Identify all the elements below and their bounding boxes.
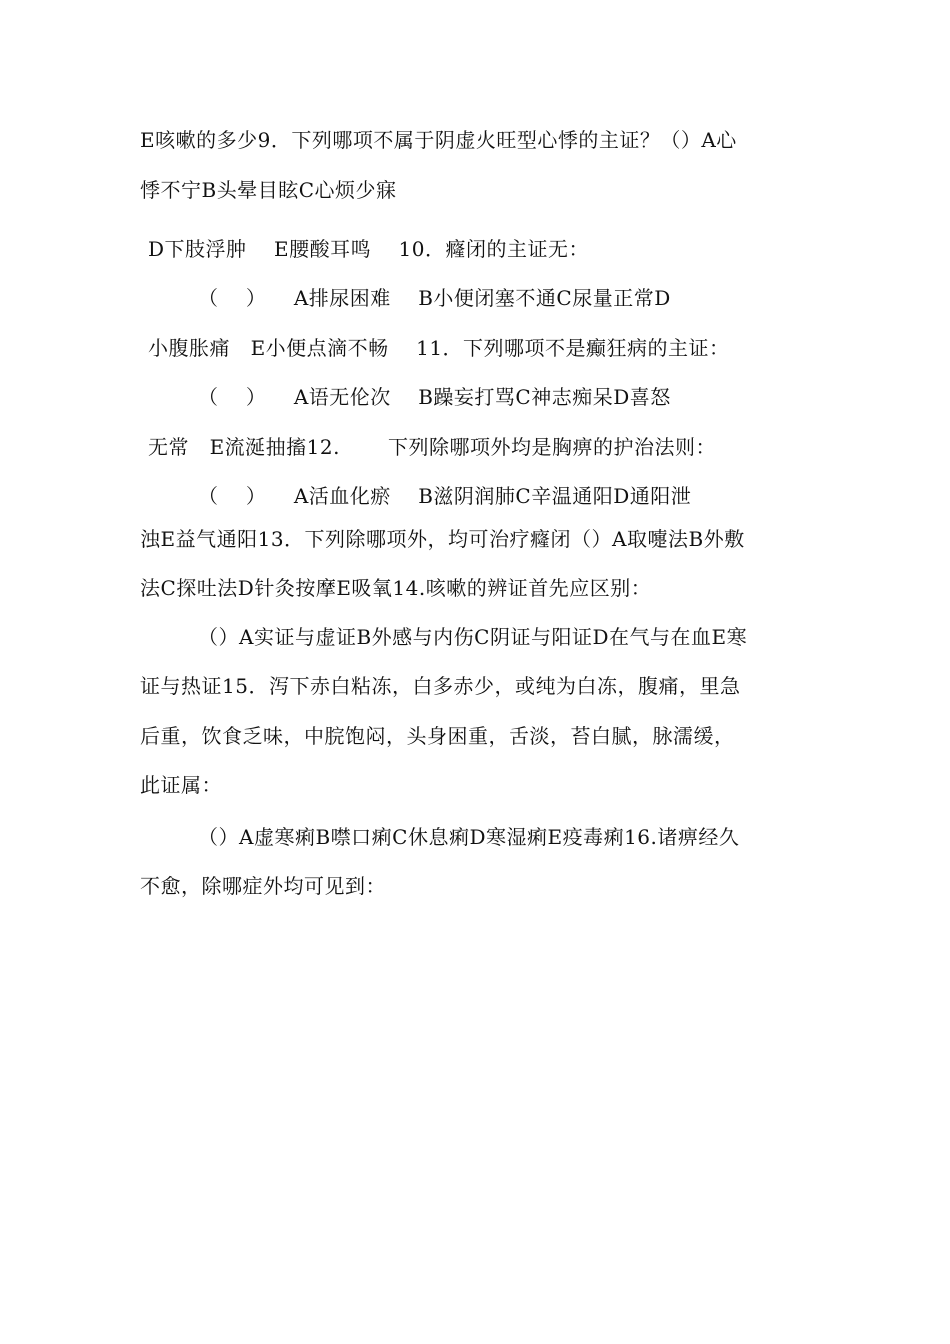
text-line-15: （）A虚寒痢B噤口痢C休息痢D寒湿痢E疫毒痢16.诸痹经久 (198, 825, 740, 849)
text-line-4: （ ） A排尿困难 B小便闭塞不通C尿量正常D (198, 286, 671, 310)
text-line-8: （ ） A活血化瘀 B滋阴润肺C辛温通阳D通阳泄 (198, 484, 692, 508)
text-line-11: （）A实证与虚证B外感与内伤C阴证与阳证D在气与在血E寒 (198, 625, 748, 649)
text-line-14: 此证属： (140, 773, 222, 797)
text-line-3: D下肢浮肿 E腰酸耳鸣 10．癃闭的主证无： (148, 237, 589, 261)
text-line-10: 法C探吐法D针灸按摩E吸氧14.咳嗽的辨证首先应区别： (140, 576, 652, 600)
text-line-16: 不愈，除哪症外均可见到： (140, 874, 386, 898)
text-line-7: 无常 E流涎抽搐12. 下列除哪项外均是胸痹的护治法则： (148, 435, 716, 459)
text-line-12: 证与热证15．泻下赤白粘冻，白多赤少，或纯为白冻，腹痛，里急 (140, 674, 741, 698)
text-line-2: 悸不宁B头晕目眩C心烦少寐 (140, 178, 397, 202)
text-line-13: 后重，饮食乏味，中脘饱闷，头身困重，舌淡，苔白腻，脉濡缓， (140, 724, 735, 748)
text-line-9: 浊E益气通阳13．下列除哪项外，均可治疗癃闭（）A取嚏法B外敷 (140, 527, 745, 551)
text-line-5: 小腹胀痛 E小便点滴不畅 11．下列哪项不是癫狂病的主证： (148, 336, 730, 360)
text-line-6: （ ） A语无伦次 B躁妄打骂C神志痴呆D喜怒 (198, 385, 671, 409)
text-line-1: E咳嗽的多少9．下列哪项不属于阴虚火旺型心悸的主证？（）A心 (140, 128, 737, 152)
